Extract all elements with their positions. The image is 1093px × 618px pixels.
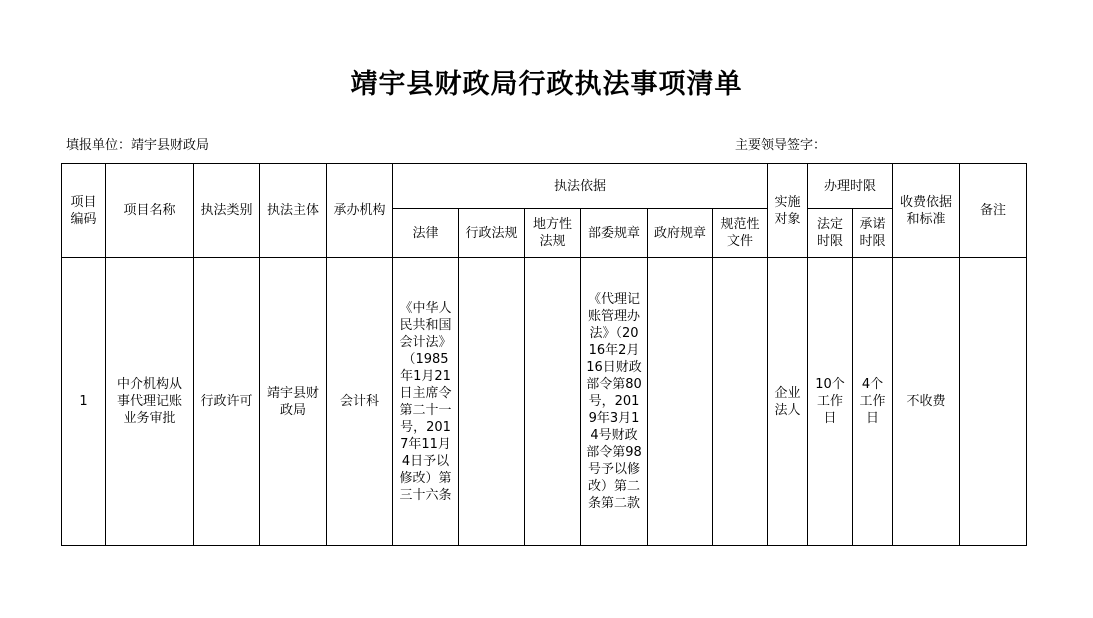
header-row-1 (62, 164, 1027, 209)
cell-dept-rule: 《代理记账管理办法》（2016年2月16日财政部令第80号，2019年3月14号财政部令第98号予以修改）第二条第二款 (581, 258, 648, 546)
header-local-reg: 地方性法规 (525, 209, 581, 258)
header-fee: 收费依据和标准 (893, 164, 960, 258)
header-time-limit: 办理时限 (808, 164, 893, 209)
header-target: 实施对象 (768, 164, 808, 258)
cell-admin-reg (459, 258, 525, 546)
cell-gov-rule (648, 258, 713, 546)
enforcement-items-table (61, 163, 1027, 546)
header-legal-limit: 法定时限 (808, 209, 853, 258)
cell-normative (713, 258, 768, 546)
table-row (62, 258, 1027, 546)
reporting-unit: 填报单位：靖宇县财政局 (66, 138, 210, 153)
header-admin-reg: 行政法规 (459, 209, 525, 258)
header-agency: 承办机构 (327, 164, 393, 258)
cell-local-reg (525, 258, 581, 546)
cell-category: 行政许可 (194, 258, 260, 546)
cell-agency: 会计科 (327, 258, 393, 546)
header-normative: 规范性文件 (713, 209, 768, 258)
header-category: 执法类别 (194, 164, 260, 258)
header-dept-rule: 部委规章 (581, 209, 648, 258)
header-subject: 执法主体 (260, 164, 327, 258)
header-basis: 执法依据 (393, 164, 768, 209)
header-remark: 备注 (960, 164, 1027, 258)
cell-legal-limit: 10个工作日 (808, 258, 853, 546)
cell-law: 《中华人民共和国会计法》（1985年1月21日主席令第二十一号，2017年11月4日予以修改）第三十六条 (393, 258, 459, 546)
header-law: 法律 (393, 209, 459, 258)
cell-target: 企业法人 (768, 258, 808, 546)
header-code: 项目编码 (62, 164, 106, 258)
cell-fee: 不收费 (893, 258, 960, 546)
page-title: 靖宇县财政局行政执法事项清单 (350, 69, 743, 100)
cell-promised-limit: 4个工作日 (853, 258, 893, 546)
cell-name: 中介机构从事代理记账业务审批 (106, 258, 194, 546)
cell-remark (960, 258, 1027, 546)
cell-code: 1 (62, 258, 106, 546)
header-gov-rule: 政府规章 (648, 209, 713, 258)
leader-signature-label: 主要领导签字： (735, 138, 827, 153)
cell-subject: 靖宇县财政局 (260, 258, 327, 546)
header-promised-limit: 承诺时限 (853, 209, 893, 258)
header-name: 项目名称 (106, 164, 194, 258)
